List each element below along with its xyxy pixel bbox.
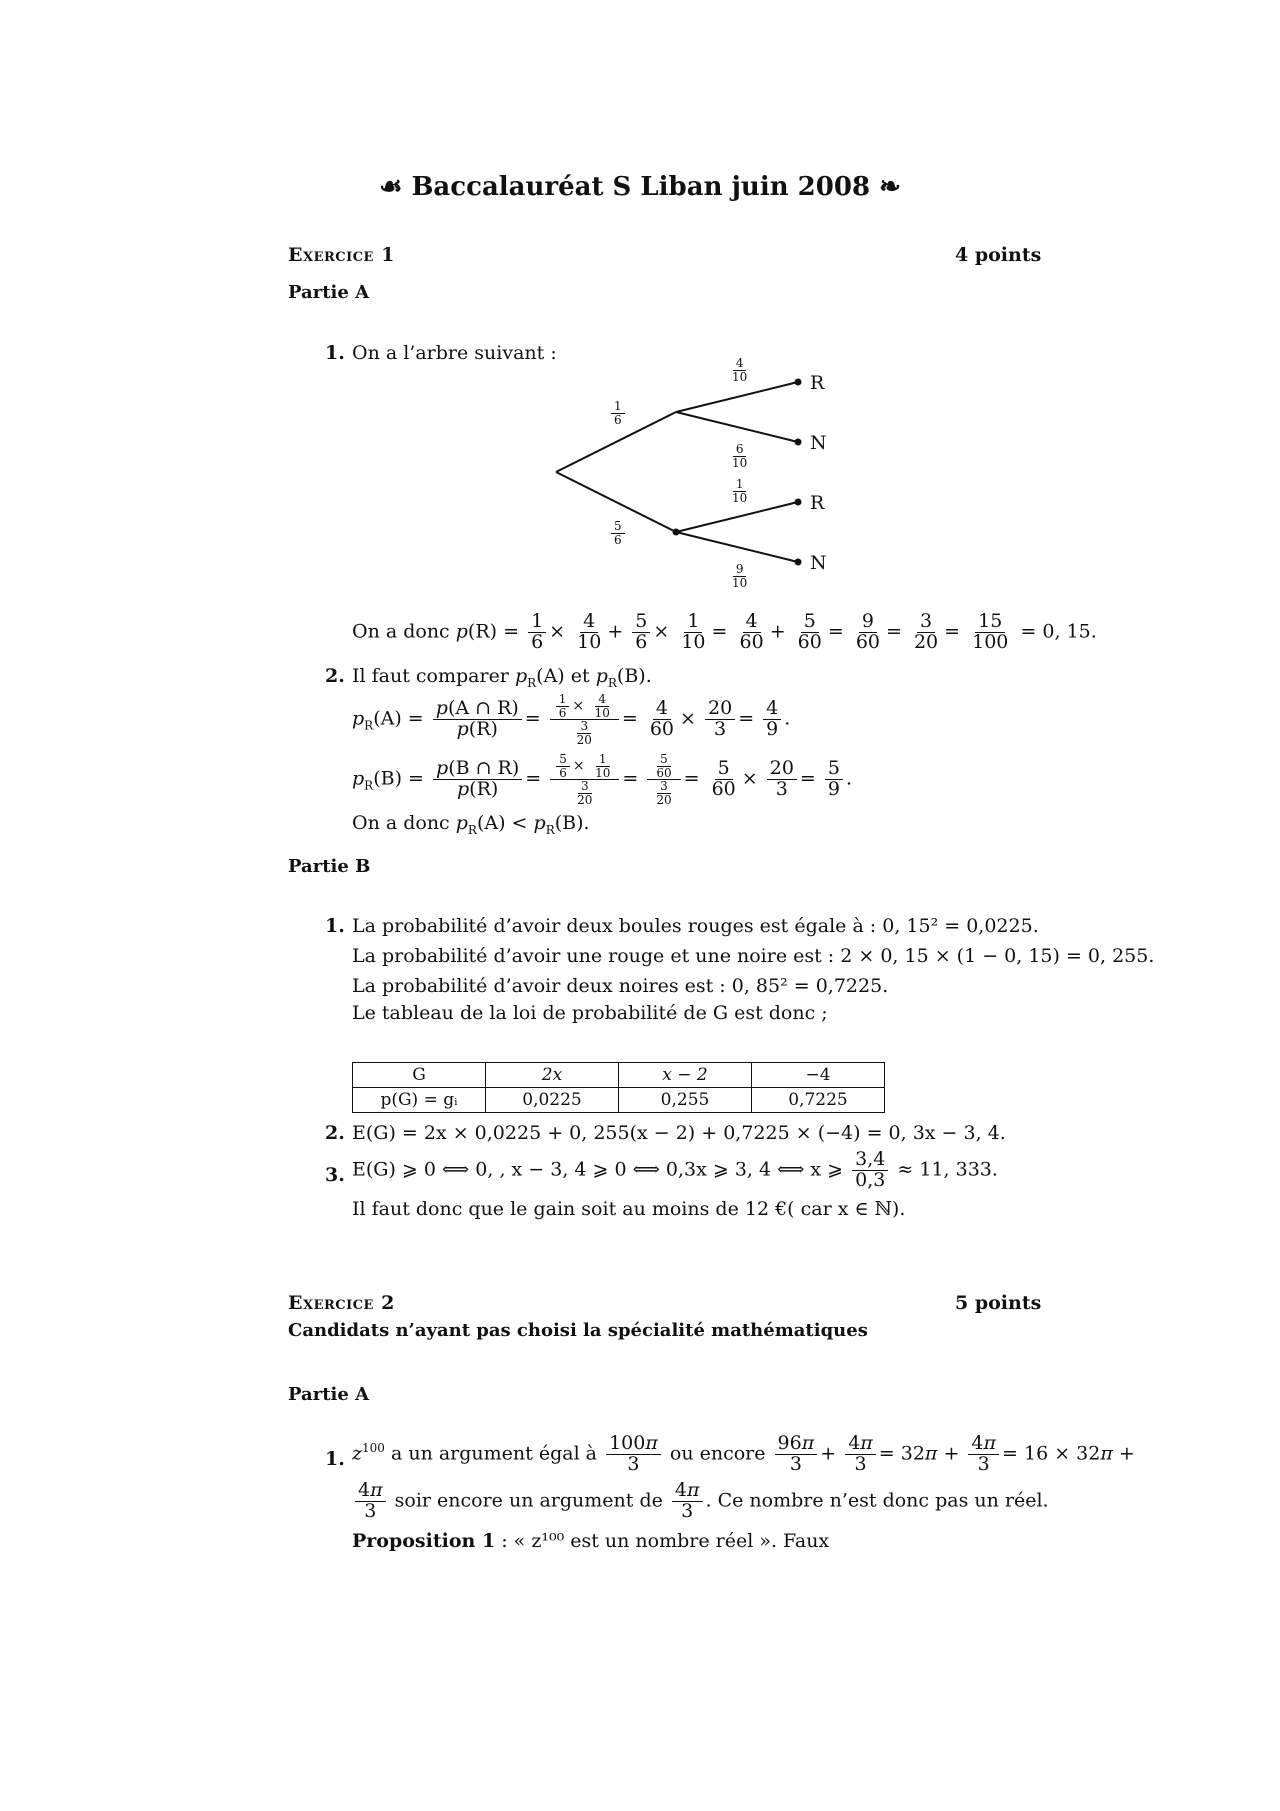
exercise-2-subtitle: Candidats n’ayant pas choisi la spécialité mathématiques <box>288 1320 868 1341</box>
table-cell: G <box>353 1063 486 1088</box>
ex1-part-b-heading: Partie B <box>288 856 371 877</box>
ex1-b3-text: E(G) ⩾ 0 ⟺ 0, , x − 3, 4 ⩾ 0 ⟺ 0,3x ⩾ 3, 4 ⟺ x ⩾ $\frac{3,4}{0,3}$ ≈ 11, 333. <box>352 1148 998 1191</box>
table-cell: 0,255 <box>619 1088 752 1113</box>
ex1-b2-number: 2. <box>325 1122 345 1144</box>
pr-computation: On a donc p(R) = $\frac{1}{6}$ × $\frac{4}{10}$ + $\frac{5}{6}$ × $\frac{1}{10}$ = $\frac{4}{60}$ + $\frac{5}{60}$ = $\frac{9}{60}$ = $\frac{3}{20}$ = $\frac{15}{100}$ = 0, 15. <box>352 610 1097 653</box>
tree-leaf-dot-2 <box>795 439 802 446</box>
tree-leaf-dot-1 <box>795 379 802 386</box>
ex1-q2-conclusion: On a donc $p_R(A) < p_R(B)$. <box>352 812 590 837</box>
table-row <box>353 1063 885 1088</box>
tree-node-b <box>673 529 680 536</box>
tree-leaf-4: N <box>810 552 827 574</box>
ex1-q2-text: Il faut comparer $p_R(A)$ et $p_R(B)$. <box>352 665 652 690</box>
ex2-part-a-heading: Partie A <box>288 1384 370 1405</box>
ex2-proposition-1: Proposition 1 : « z¹⁰⁰ est un nombre réel ». Faux <box>352 1530 830 1552</box>
tree-leaf-3: R <box>810 492 825 514</box>
ex1-b2-text: E(G) = 2x × 0,0225 + 0, 255(x − 2) + 0,7225 × (−4) = 0, 3x − 3, 4. <box>352 1122 1006 1144</box>
tree-prob-6: $\frac{9}{10}$ <box>732 562 748 590</box>
ex1-b1-number: 1. <box>325 915 345 937</box>
ex1-b1-line1: La probabilité d’avoir deux boules rouges est égale à : 0, 15² = 0,0225. <box>352 915 1039 937</box>
exercise-2-heading: Exercice 2 <box>288 1292 395 1314</box>
exercise-1-heading: Exercice 1 <box>288 244 395 266</box>
tree-branch-b-n <box>676 532 798 562</box>
table-cell: p(G) = gᵢ <box>353 1088 486 1113</box>
ex1-q2-number: 2. <box>325 665 345 687</box>
tree-prob-4: $\frac{6}{10}$ <box>732 442 748 470</box>
tree-prob-1: $\frac{1}{6}$ <box>608 400 628 426</box>
pra-computation: $p_R(A)$ = $\frac{p(A \cap R)}{p(R)}$ = $\frac{1}{6}$ × $\frac{4}{10}$ $\frac{3}{20}$ = $\frac{4}{60}$ × $\frac{20}{3}$ = $\frac{4}{9}$ . <box>352 692 791 747</box>
ornament-right-icon: ❧ <box>879 172 901 202</box>
ex1-q1-number: 1. <box>325 342 345 364</box>
ex1-q1-text: On a l’arbre suivant : <box>352 342 557 364</box>
ex2-q1-line2: $\frac{4\pi}{3}$ soir encore un argument de $\frac{4\pi}{3}$ . Ce nombre n’est donc pas un réel. <box>352 1481 1049 1522</box>
tree-leaf-1: R <box>810 372 825 394</box>
tree-leaf-2: N <box>810 432 827 454</box>
tree-branch-a-n <box>676 412 798 442</box>
ex1-b1-line3: La probabilité d’avoir deux noires est : 0, 85² = 0,7225. <box>352 975 889 997</box>
table-cell: 2x <box>486 1063 619 1088</box>
tree-branch-b-r <box>676 502 798 532</box>
tree-prob-5: $\frac{1}{10}$ <box>732 477 748 505</box>
ex1-b1-line4: Le tableau de la loi de probabilité de G est donc ; <box>352 1002 828 1024</box>
table-cell: −4 <box>752 1063 885 1088</box>
probability-law-table <box>352 1062 885 1113</box>
ornament-left-icon: ☙ <box>379 172 403 202</box>
title-text: Baccalauréat S Liban juin 2008 <box>411 172 871 202</box>
exercise-2-points: 5 points <box>955 1292 1042 1314</box>
tree-leaf-dot-4 <box>795 559 802 566</box>
tree-prob-2: $\frac{5}{6}$ <box>608 520 628 546</box>
tree-prob-3: $\frac{4}{10}$ <box>732 356 748 384</box>
exercise-1-points: 4 points <box>955 244 1042 266</box>
ex2-q1-number: 1. <box>325 1448 345 1470</box>
ex1-part-a-heading: Partie A <box>288 282 370 303</box>
ex1-b3-number: 3. <box>325 1164 345 1186</box>
prb-computation: $p_R(B)$ = $\frac{p(B \cap R)}{p(R)}$ = $\frac{5}{6}$ × $\frac{1}{10}$ $\frac{3}{20}$ = $\frac{\frac{5}{60}}{\frac{3}{20}}$ = $\frac{5}{60}$ × $\frac{20}{3}$ = $\frac{5}{9}$ . <box>352 752 853 807</box>
table-row <box>353 1088 885 1113</box>
ex2-q1-line1: $z^{100}$ a un argument égal à $\frac{100\pi}{3}$ ou encore $\frac{96\pi}{3}$ + $\frac{4\pi}{3}$ = 32π + $\frac{4\pi}{3}$ = 16 × 32π + <box>352 1432 1135 1475</box>
ex1-b1-line2: La probabilité d’avoir une rouge et une noire est : 2 × 0, 15 × (1 − 0, 15) = 0, 255. <box>352 945 1155 967</box>
table-cell: 0,7225 <box>752 1088 885 1113</box>
table-cell: x − 2 <box>619 1063 752 1088</box>
tree-leaf-dot-3 <box>795 499 802 506</box>
ex1-b3-line2: Il faut donc que le gain soit au moins de 12 €( car x ∈ ℕ). <box>352 1198 906 1220</box>
tree-branch-a-r <box>676 382 798 412</box>
table-cell: 0,0225 <box>486 1088 619 1113</box>
page-title <box>0 172 1280 202</box>
